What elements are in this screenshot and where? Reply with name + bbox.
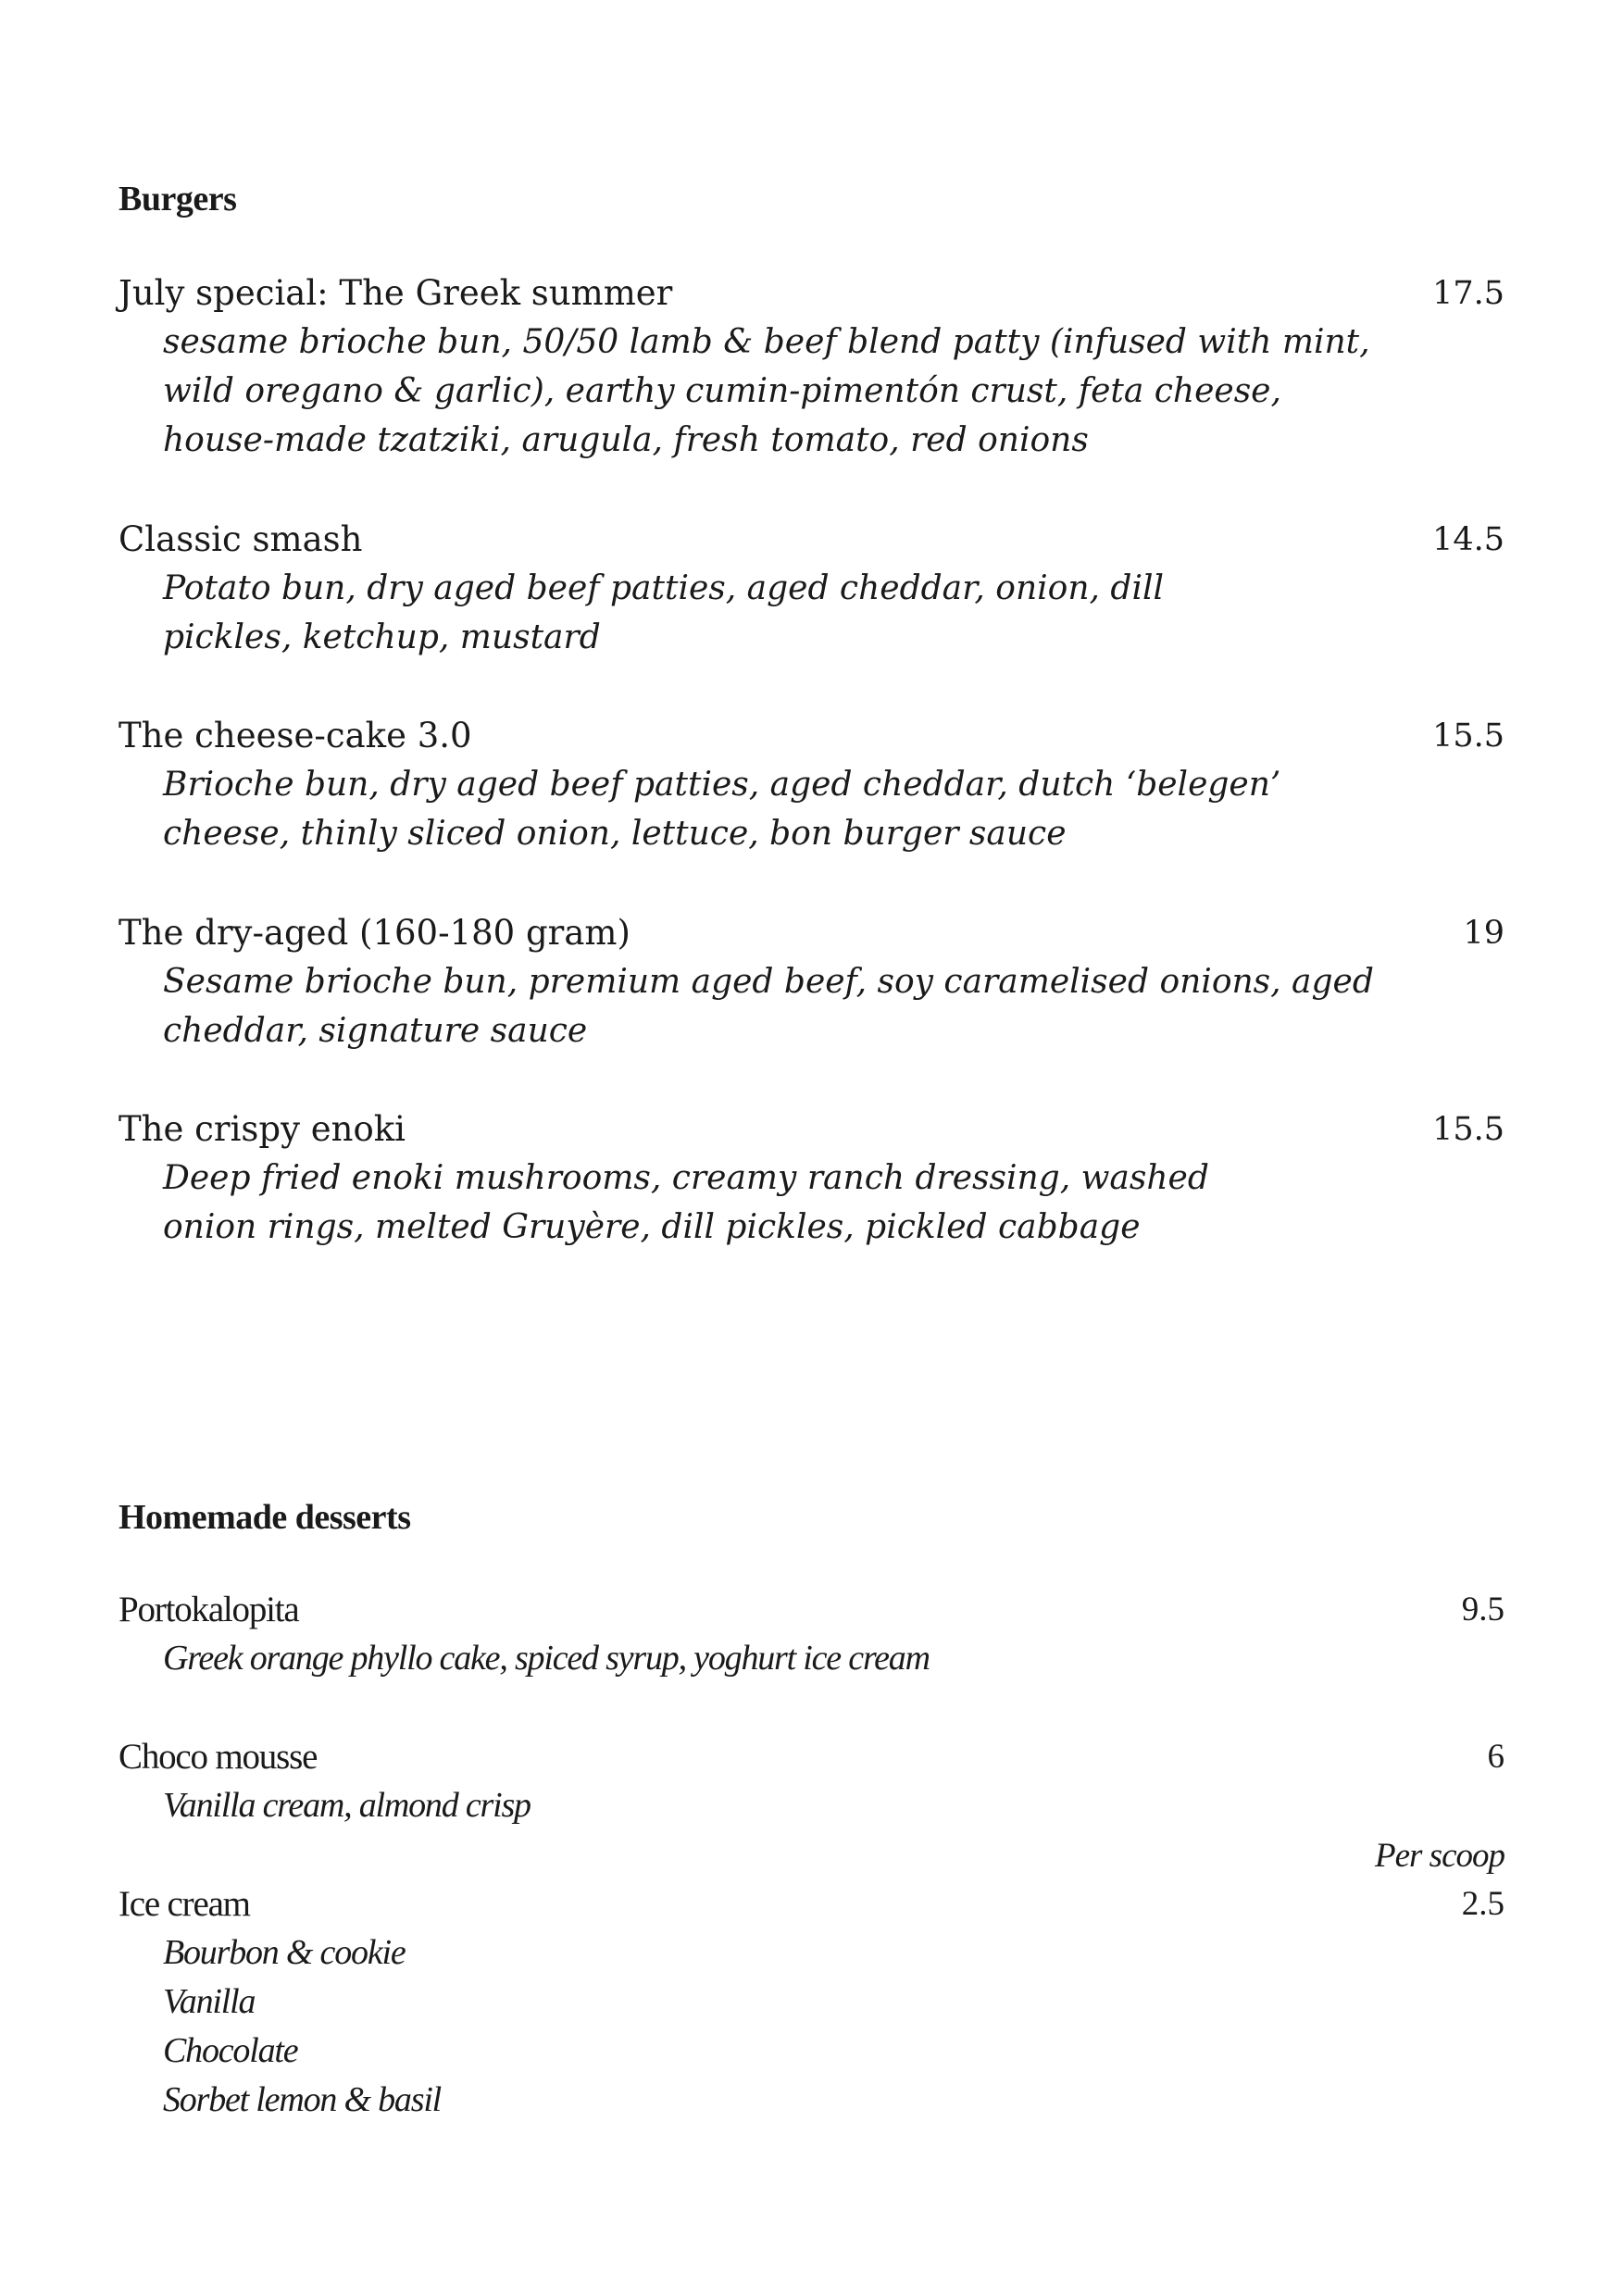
menu-item <box>119 1589 1504 1683</box>
item-price: 15.5 <box>1432 718 1504 755</box>
description-line: Chocolate <box>163 2031 298 2070</box>
item-name: July special: The Greek summer <box>119 273 673 313</box>
item-price: 14.5 <box>1432 521 1504 558</box>
item-description <box>163 1634 1504 1683</box>
description-line: house-made tzatziki, arugula, fresh tomato, red onions <box>163 421 1089 459</box>
description-line: cheddar, signature sauce <box>163 1012 588 1050</box>
item-price: 19 <box>1463 915 1504 952</box>
description-line: wild oregano & garlic), earthy cumin-pimentón crust, feta cheese, <box>163 372 1281 410</box>
item-description <box>163 1154 1504 1252</box>
item-price: 17.5 <box>1432 275 1504 312</box>
description-line: Sesame brioche bun, premium aged beef, soy caramelised onions, aged <box>163 963 1374 1001</box>
item-name: Choco mousse <box>119 1737 318 1777</box>
menu-item <box>119 518 1504 662</box>
item-name: The crispy enoki <box>119 1109 406 1149</box>
section-title-desserts: Homemade desserts <box>119 1498 411 1537</box>
menu-item <box>119 1736 1504 1830</box>
item-name: The dry-aged (160-180 gram) <box>119 913 630 953</box>
description-line: Vanilla cream, almond crisp <box>163 1786 531 1825</box>
item-description <box>163 318 1504 465</box>
item-name: Classic smash <box>119 519 363 559</box>
item-price: 6 <box>1487 1738 1504 1776</box>
price-note: Per scoop <box>1375 1837 1504 1875</box>
item-price: 9.5 <box>1461 1591 1504 1628</box>
burgers-section <box>119 180 1504 1246</box>
item-description <box>163 564 1504 662</box>
description-line: onion rings, melted Gruyère, dill pickles, pickled cabbage <box>163 1208 1141 1246</box>
menu-item <box>119 1883 1504 2125</box>
description-line: Sorbet lemon & basil <box>163 2080 442 2119</box>
description-line: Brioche bun, dry aged beef patties, aged cheddar, dutch ‘belegen’ <box>163 766 1281 804</box>
description-line: pickles, ketchup, mustard <box>163 618 601 656</box>
description-line: Vanilla <box>163 1982 256 2021</box>
description-line: sesame brioche bun, 50/50 lamb & beef blend patty (infused with mint, <box>163 323 1370 361</box>
menu-item <box>119 912 1504 1055</box>
item-description <box>163 760 1504 858</box>
item-name: The cheese-cake 3.0 <box>119 716 472 755</box>
description-line: Potato bun, dry aged beef patties, aged cheddar, onion, dill <box>163 569 1164 607</box>
menu-item <box>119 715 1504 858</box>
menu-item <box>119 272 1504 465</box>
item-name: Ice cream <box>119 1884 250 1924</box>
item-name: Portokalopita <box>119 1590 299 1629</box>
description-line: cheese, thinly sliced onion, lettuce, bon burger sauce <box>163 815 1067 853</box>
desserts-section <box>119 1498 1504 2119</box>
item-price: 15.5 <box>1432 1111 1504 1148</box>
item-price: 2.5 <box>1461 1885 1504 1923</box>
description-line: Greek orange phyllo cake, spiced syrup, yoghurt ice cream <box>163 1639 930 1678</box>
item-description <box>163 1781 1504 1830</box>
section-title-burgers: Burgers <box>119 180 237 218</box>
description-line: Deep fried enoki mushrooms, creamy ranch dressing, washed <box>163 1159 1209 1197</box>
item-description <box>163 957 1504 1055</box>
item-description <box>163 1928 1504 2125</box>
menu-item <box>119 1108 1504 1252</box>
description-line: Bourbon & cookie <box>163 1933 406 1972</box>
